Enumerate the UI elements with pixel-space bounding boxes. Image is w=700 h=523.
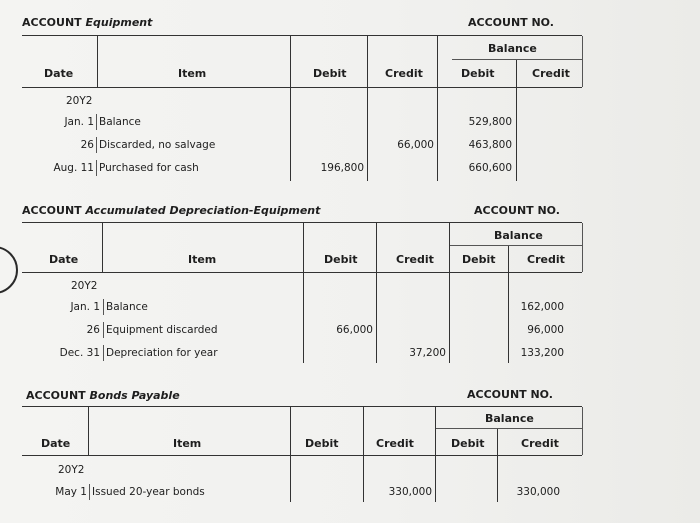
balance-rule [436,428,582,429]
header-balance-credit: Credit [527,253,565,266]
header-credit: Credit [396,253,434,266]
row-item: Discarded, no salvage [99,139,216,151]
account-title-prefix: ACCOUNT [22,16,82,29]
row-date: Aug. 11 [53,162,94,174]
header-credit: Credit [376,437,414,450]
account-no-label: ACCOUNT NO. [474,204,560,217]
col-divider-date [88,407,89,455]
row-item: Balance [99,116,141,128]
row-date: Dec. 31 [59,347,100,359]
col-divider-item [303,223,304,363]
date-item-divider [96,137,97,153]
col-divider-item [290,407,291,502]
col-divider-date [102,223,103,272]
account-title-name: Bonds Payable [89,389,180,402]
balance-header: Balance [488,42,537,55]
row-item: Issued 20-year bonds [92,486,205,498]
row-date: Jan. 1 [70,301,100,313]
col-divider-credit [435,407,436,502]
row-item: Equipment discarded [106,324,218,336]
year-label: 20Y2 [71,280,98,292]
row-balance-credit: 162,000 [520,301,564,313]
header-date: Date [49,253,79,266]
balance-header: Balance [485,412,534,425]
row-item: Balance [106,301,148,313]
row-credit: 66,000 [397,139,434,151]
account-no-label: ACCOUNT NO. [468,16,554,29]
account-title [22,16,152,29]
row-item: Purchased for cash [99,162,199,174]
row-credit: 37,200 [409,347,446,359]
header-balance-debit: Debit [462,253,496,266]
header-bottom-rule [22,272,582,273]
col-divider-right [582,223,583,272]
col-divider-credit [449,223,450,363]
table-top-rule [22,222,582,223]
row-balance-credit: 96,000 [527,324,564,336]
header-credit: Credit [385,67,423,80]
row-balance-debit: 463,800 [468,139,512,151]
row-date: May 1 [55,486,87,498]
header-balance-debit: Debit [461,67,495,80]
account-title [22,204,320,217]
row-debit: 196,800 [320,162,364,174]
col-divider-debit [376,223,377,363]
row-credit: 330,000 [388,486,432,498]
header-bottom-rule [22,87,582,88]
date-item-divider [89,484,90,500]
account-title-prefix: ACCOUNT [26,389,86,402]
row-date: Jan. 1 [64,116,94,128]
col-divider-bal [516,60,517,181]
row-debit: 66,000 [336,324,373,336]
year-label: 20Y2 [58,464,85,476]
header-balance-debit: Debit [451,437,485,450]
date-item-divider [96,160,97,176]
header-date: Date [44,67,74,80]
row-date: 26 [80,139,94,151]
year-label: 20Y2 [66,95,93,107]
col-divider-credit [437,36,438,181]
row-balance-debit: 660,600 [468,162,512,174]
col-divider-right [582,36,583,87]
date-item-divider [96,114,97,130]
header-debit: Debit [324,253,358,266]
row-balance-credit: 133,200 [520,347,564,359]
row-balance-credit: 330,000 [516,486,560,498]
account-title-name: Equipment [85,16,153,29]
col-divider-item [290,36,291,181]
header-item: Item [173,437,202,450]
date-item-divider [103,345,104,361]
balance-header: Balance [494,229,543,242]
cursor-circle-mark [0,246,18,294]
row-date: 26 [86,324,100,336]
table-top-rule [22,406,582,407]
header-item: Item [178,67,207,80]
table-top-rule [22,35,582,36]
col-divider-right [582,407,583,455]
header-date: Date [41,437,71,450]
date-item-divider [103,322,104,338]
col-divider-date [97,36,98,87]
row-balance-debit: 529,800 [468,116,512,128]
header-balance-credit: Credit [532,67,570,80]
account-title-prefix: ACCOUNT [22,204,82,217]
header-balance-credit: Credit [521,437,559,450]
date-item-divider [103,299,104,315]
account-no-label: ACCOUNT NO. [467,388,553,401]
header-debit: Debit [313,67,347,80]
balance-rule [450,245,582,246]
header-item: Item [188,253,217,266]
col-divider-bal [497,429,498,502]
row-item: Depreciation for year [106,347,218,359]
col-divider-debit [367,36,368,181]
account-title [26,389,180,402]
header-debit: Debit [305,437,339,450]
account-title-name: Accumulated Depreciation-Equipment [85,204,321,217]
